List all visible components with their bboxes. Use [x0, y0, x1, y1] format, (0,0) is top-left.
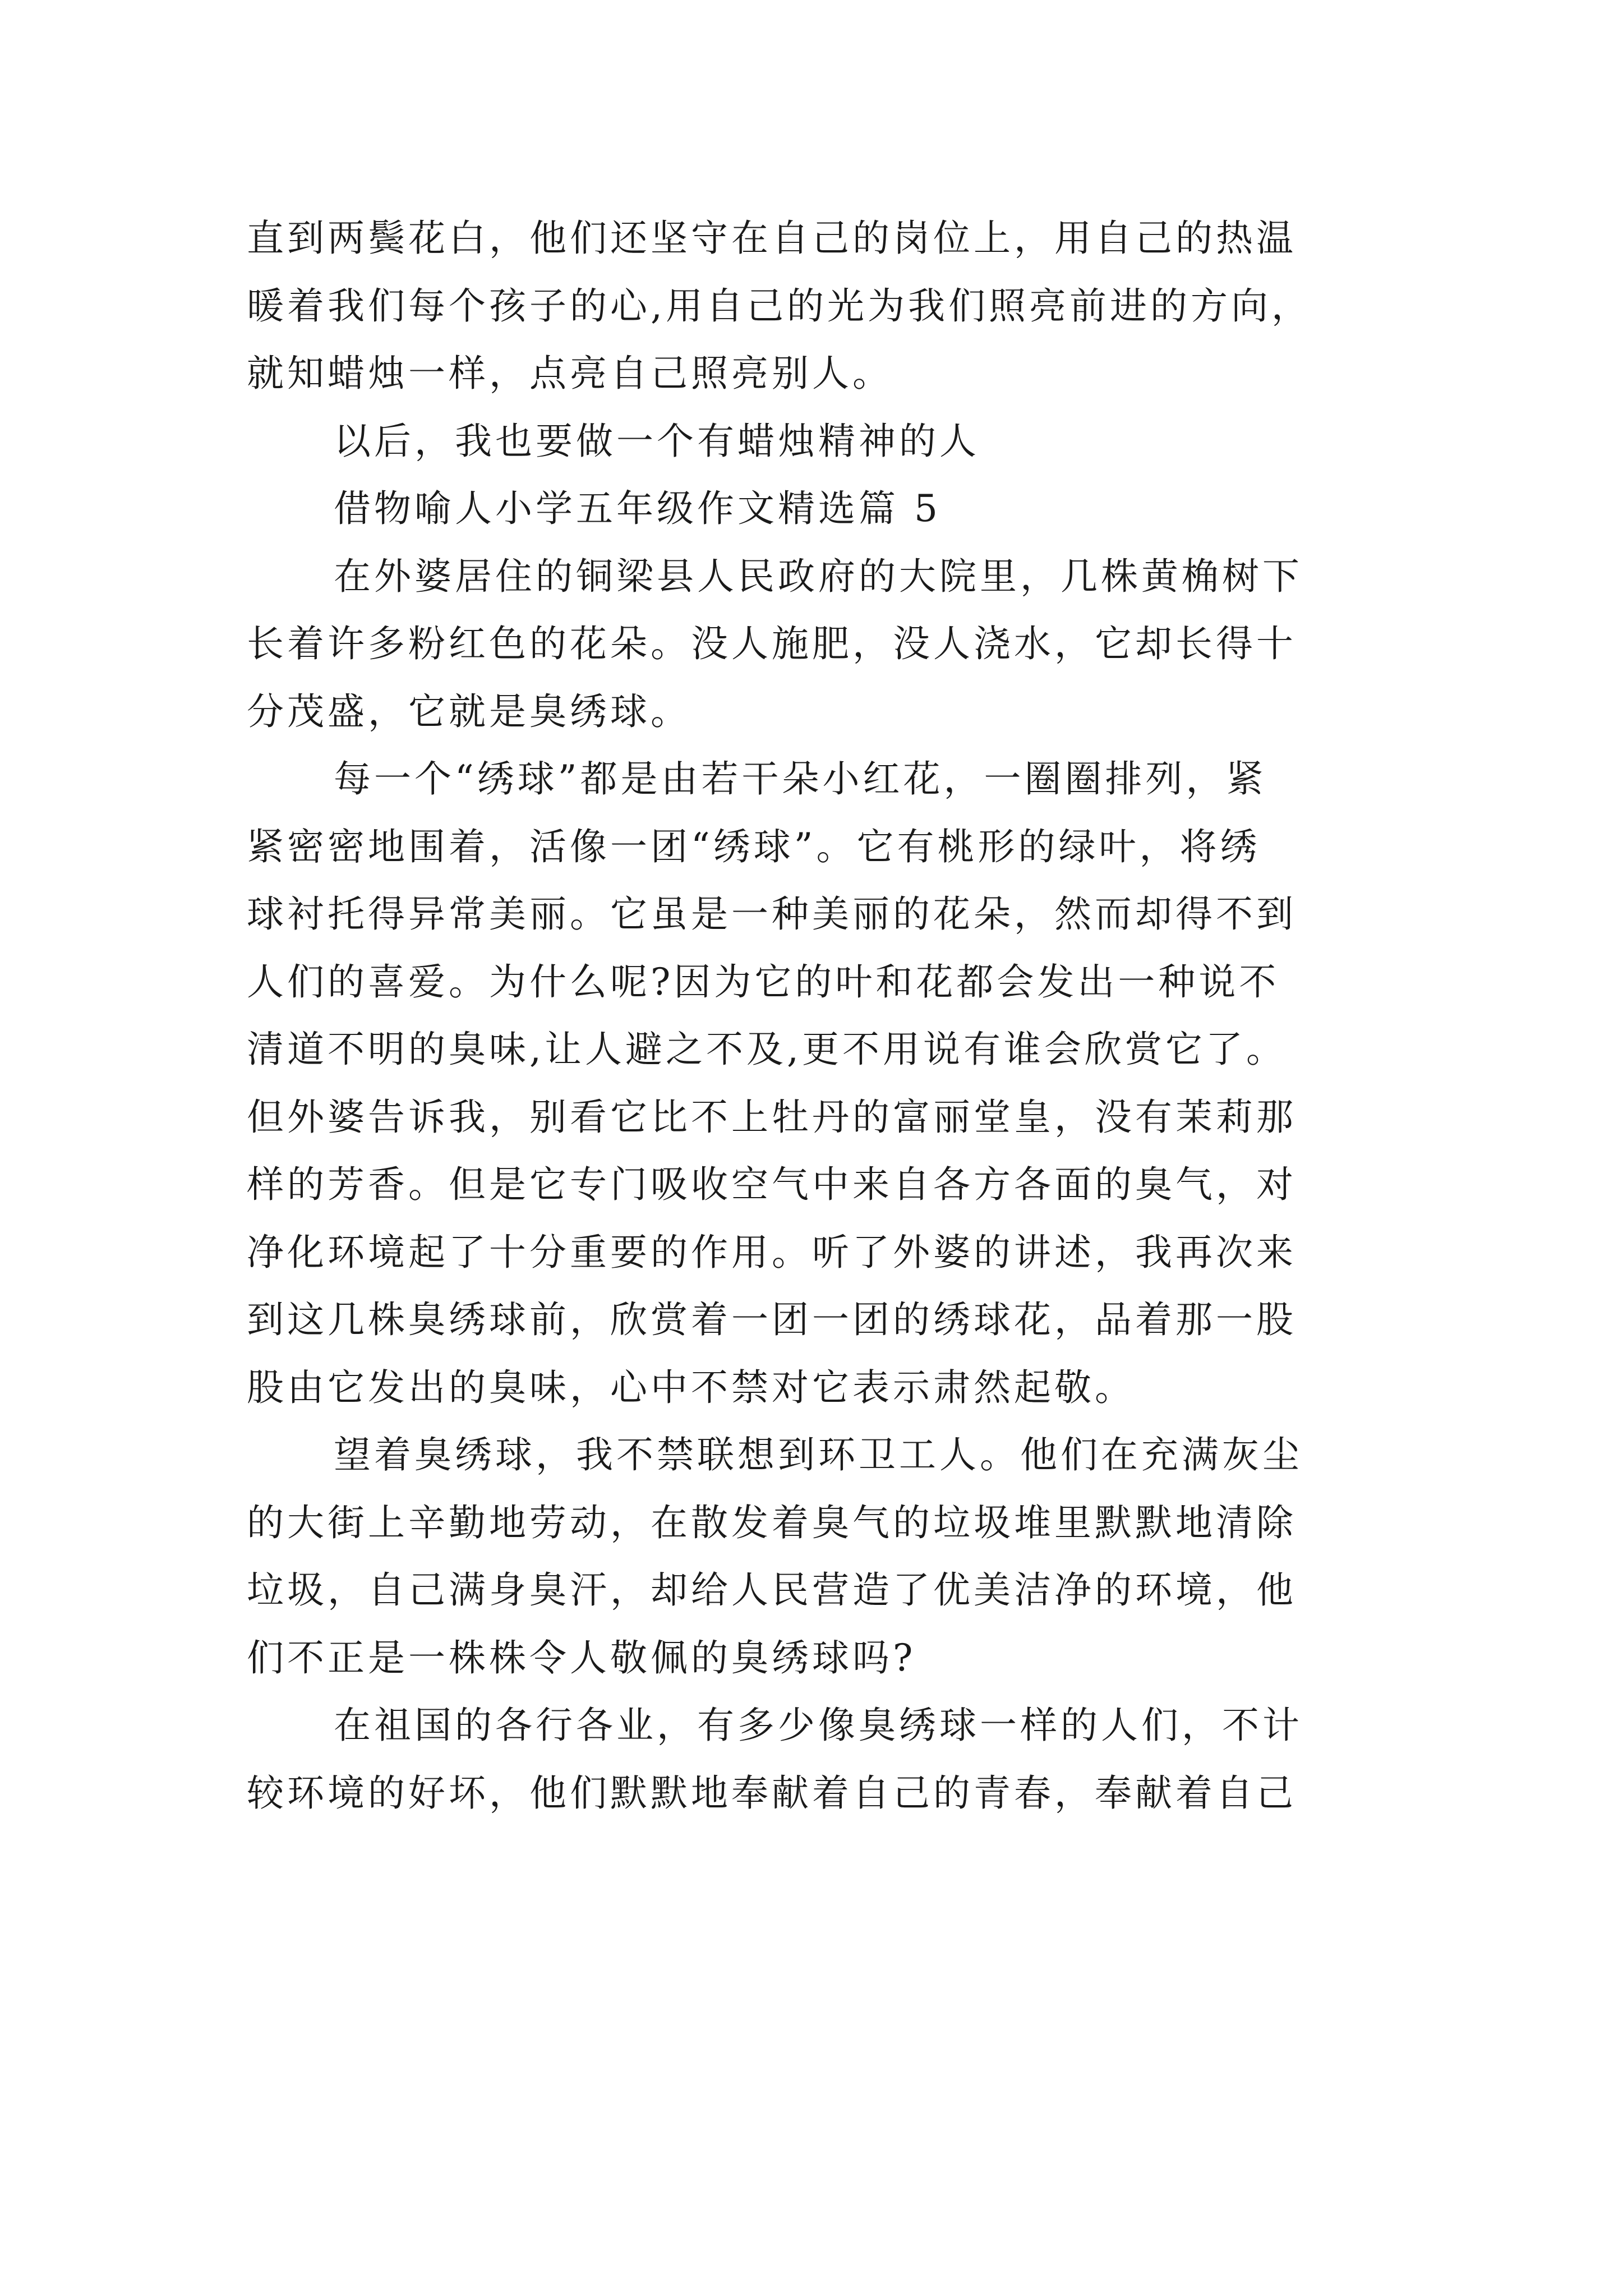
text-line-9: 每一个“绣球”都是由若干朵小红花，一圈圈排列，紧	[334, 757, 1267, 800]
text-line-3: 就知蜡烛一样，点亮自己照亮别人。	[247, 352, 893, 395]
text-line-11: 球衬托得异常美丽。它虽是一种美丽的花朵，然而却得不到	[247, 892, 1297, 936]
text-line-20: 的大街上辛勤地劳动，在散发着臭气的垃圾堆里默默地清除	[247, 1501, 1297, 1544]
text-line-17: 到这几株臭绣球前，欣赏着一团一团的绣球花，品着那一股	[247, 1298, 1297, 1341]
text-line-18: 股由它发出的臭味，心中不禁对它表示肃然起敬。	[247, 1365, 1135, 1409]
text-line-10: 紧密密地围着，活像一团“绣球”。它有桃形的绿叶，将绣	[247, 825, 1261, 868]
essay-body	[247, 205, 1380, 1827]
text-line-4: 以后，我也要做一个有蜡烛精神的人	[334, 419, 980, 463]
text-line-21: 垃圾，自己满身臭汗，却给人民营造了优美洁净的环境，他	[247, 1568, 1297, 1612]
text-line-15: 样的芳香。但是它专门吸收空气中来自各方各面的臭气，对	[247, 1163, 1297, 1206]
text-line-23: 在祖国的各行各业，有多少像臭绣球一样的人们，不计	[334, 1704, 1303, 1747]
section-heading: 借物喻人小学五年级作文精选篇 5	[334, 487, 941, 530]
text-line-16: 净化环境起了十分重要的作用。听了外婆的讲述，我再次来	[247, 1230, 1297, 1274]
text-line-19: 望着臭绣球，我不禁联想到环卫工人。他们在充满灰尘	[334, 1433, 1303, 1476]
text-line-7: 长着许多粉红色的花朵。没人施肥，没人浇水，它却长得十	[247, 622, 1297, 665]
text-line-13: 清道不明的臭味,让人避之不及,更不用说有谁会欣赏它了。	[247, 1028, 1287, 1071]
text-line-2: 暖着我们每个孩子的心,用自己的光为我们照亮前进的方向，	[247, 284, 1312, 328]
text-line-22: 们不正是一株株令人敬佩的臭绣球吗?	[247, 1636, 916, 1680]
text-line-12: 人们的喜爱。为什么呢?因为它的叶和花都会发出一种说不	[247, 960, 1280, 1004]
text-line-24: 较环境的好坏，他们默默地奉献着自己的青春，奉献着自己	[247, 1771, 1297, 1815]
text-line-14: 但外婆告诉我，别看它比不上牡丹的富丽堂皇，没有茉莉那	[247, 1095, 1297, 1139]
text-line-8: 分茂盛，它就是臭绣球。	[247, 689, 691, 733]
text-line-6: 在外婆居住的铜梁县人民政府的大院里，几株黄桷树下	[334, 554, 1303, 598]
text-line-1: 直到两鬓花白，他们还坚守在自己的岗位上，用自己的热温	[247, 217, 1297, 260]
